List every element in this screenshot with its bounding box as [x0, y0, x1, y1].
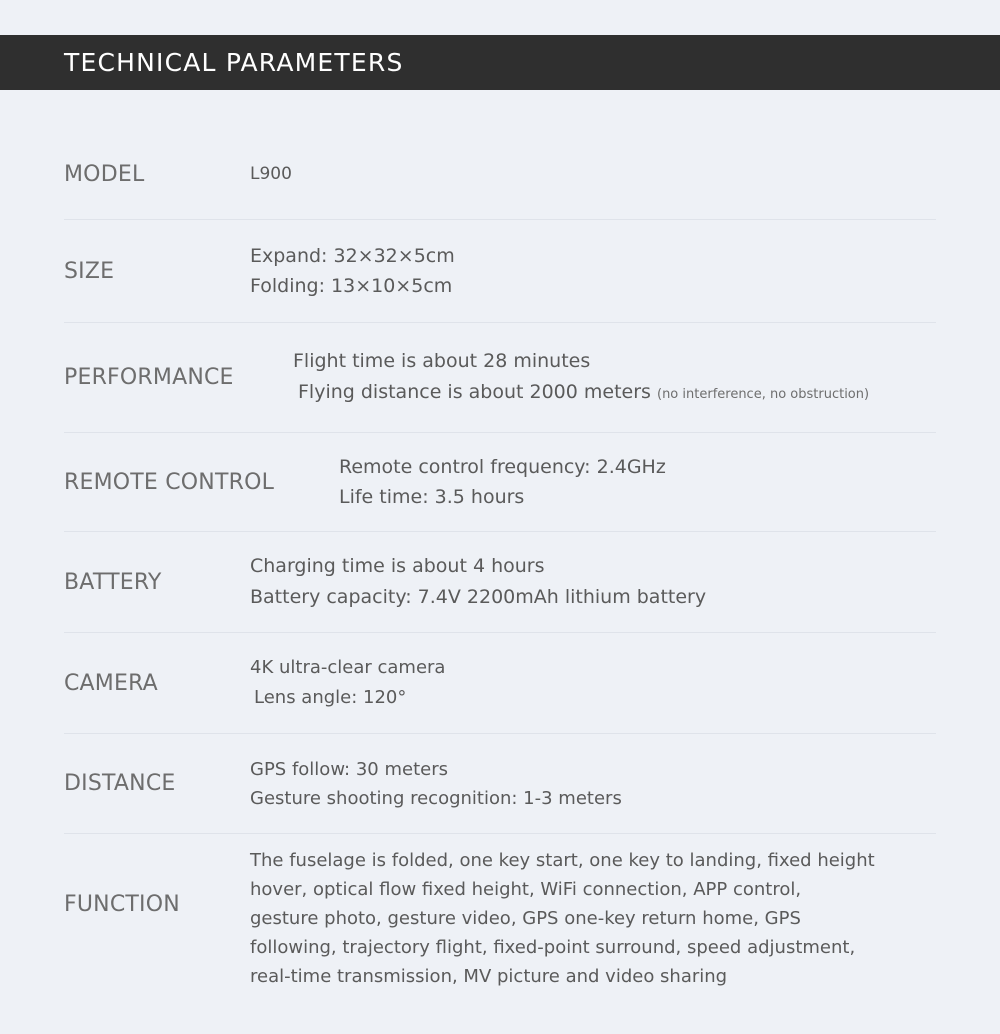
table-row: [64, 532, 936, 633]
spec-label-distance: DISTANCE: [64, 771, 176, 796]
table-row: [64, 834, 936, 994]
spec-value-line: Folding: 13×10×5cm: [250, 275, 453, 297]
spec-value-line: following, trajectory flight, fixed-point surround, speed adjustment,: [250, 937, 856, 958]
spec-value-distance: [250, 755, 936, 813]
spec-value-line: Battery capacity: 7.4V 2200mAh lithium battery: [250, 586, 707, 608]
spec-value-line: GPS follow: 30 meters: [250, 758, 448, 780]
spec-value-line: Life time: 3.5 hours: [339, 486, 525, 508]
spec-label-function: FUNCTION: [64, 892, 180, 917]
table-row: [64, 323, 936, 433]
page-title: TECHNICAL PARAMETERS: [64, 48, 404, 77]
spec-value-line: The fuselage is folded, one key start, one key to landing, fixed height: [250, 850, 875, 871]
spec-value-line: Gesture shooting recognition: 1-3 meters: [250, 787, 622, 809]
spec-value-line: 4K ultra-clear camera: [250, 657, 446, 678]
spec-value-text: Flying distance is about 2000 meters: [298, 380, 651, 403]
specifications-table: [64, 130, 936, 994]
spec-value-line: Lens angle: 120°: [254, 687, 407, 708]
spec-label-battery: BATTERY: [64, 569, 162, 595]
spec-value-size: [250, 241, 936, 301]
spec-value-line: gesture photo, gesture video, GPS one-key return home, GPS: [250, 908, 801, 929]
header-bar: [0, 35, 1000, 90]
spec-value-model: [250, 161, 936, 188]
spec-label-camera: CAMERA: [64, 670, 158, 696]
spec-value-line: Flight time is about 28 minutes: [293, 349, 591, 372]
table-row: [64, 633, 936, 734]
table-row: [64, 433, 936, 532]
spec-label-remote-control: REMOTE CONTROL: [64, 469, 275, 495]
spec-value-line: Expand: 32×32×5cm: [250, 245, 455, 267]
spec-value-battery: [250, 551, 936, 613]
spec-label-size: SIZE: [64, 258, 115, 284]
spec-value-performance: [289, 346, 936, 410]
spec-value-line: hover, optical flow fixed height, WiFi connection, APP control,: [250, 879, 802, 900]
table-row: [64, 734, 936, 834]
table-row: [64, 130, 936, 220]
spec-value-line: Remote control frequency: 2.4GHz: [339, 456, 666, 478]
spec-value-line: Charging time is about 4 hours: [250, 555, 545, 577]
spec-label-performance: PERFORMANCE: [64, 365, 234, 390]
spec-value-function: [250, 846, 936, 991]
spec-value-line: real-time transmission, MV picture and video sharing: [250, 966, 728, 987]
spec-label-model: MODEL: [64, 162, 145, 187]
spec-value-remote-control: [339, 452, 936, 512]
table-row: [64, 220, 936, 323]
spec-value-line: L900: [250, 164, 292, 184]
spec-value-note: (no interference, no obstruction): [657, 386, 870, 402]
spec-value-line: [293, 377, 936, 410]
spec-value-camera: [250, 653, 936, 713]
